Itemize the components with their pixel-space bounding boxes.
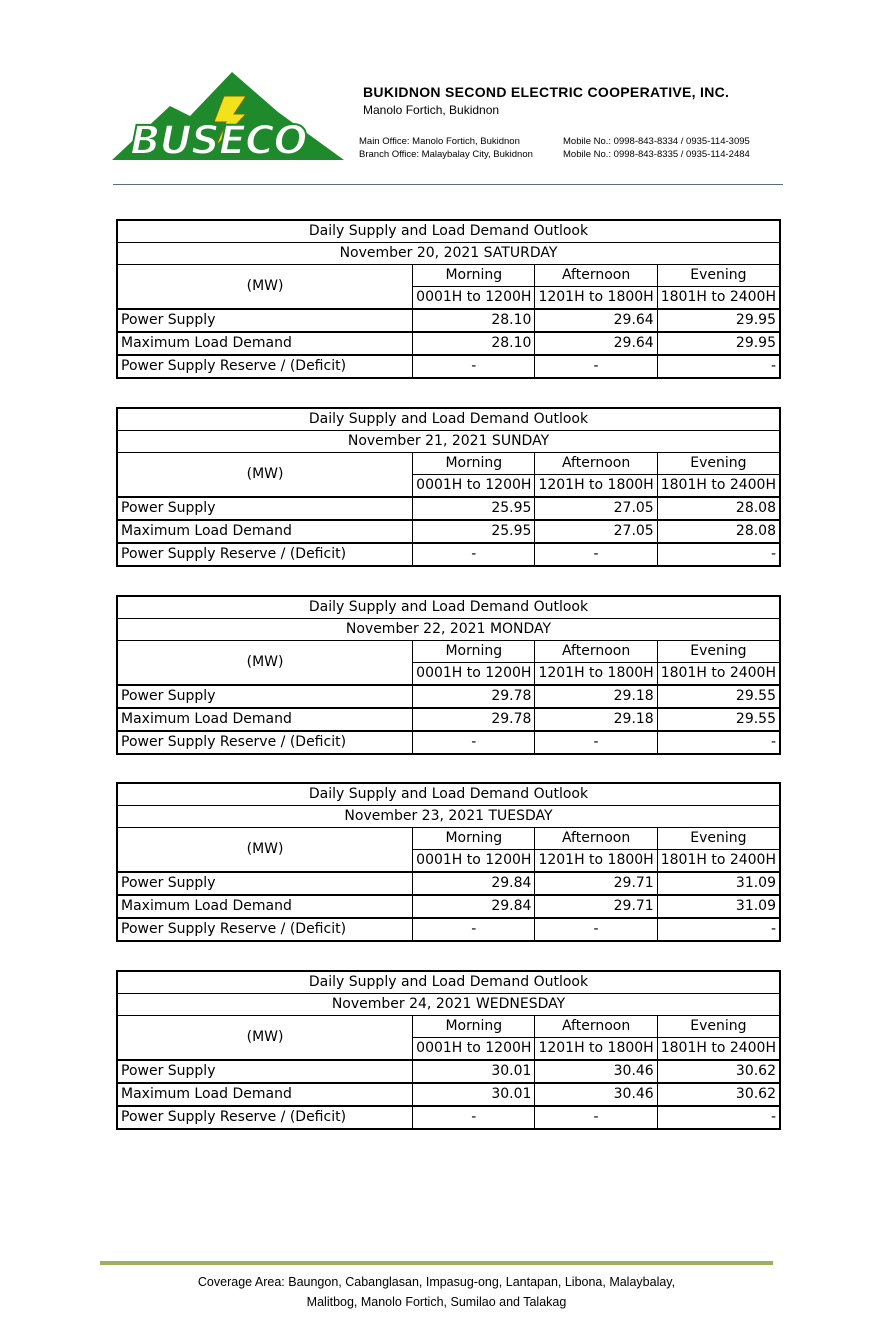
table-row — [117, 895, 780, 918]
coverage-line-1: Coverage Area: Baungon, Cabanglasan, Impasug-ong, Lantapan, Libona, Malaybalay, — [197, 1275, 676, 1289]
organization-name: BUKIDNON SECOND ELECTRIC COOPERATIVE, INC. — [363, 84, 730, 100]
range-morning: 0001H to 1200H — [413, 475, 535, 498]
table-row — [117, 708, 780, 731]
outlook-table — [116, 782, 781, 942]
reserve-evening: - — [657, 918, 780, 941]
reserve-label: Power Supply Reserve / (Deficit) — [117, 1106, 413, 1129]
supply-evening: 29.55 — [657, 685, 780, 708]
unit-label: (MW) — [117, 641, 413, 686]
table-row — [117, 332, 780, 355]
table-title: Daily Supply and Load Demand Outlook — [117, 408, 780, 431]
supply-evening: 31.09 — [657, 872, 780, 895]
main-mobile: Mobile No.: 0998-843-8334 / 0935-114-3095 — [563, 136, 750, 147]
supply-afternoon: 29.18 — [535, 685, 657, 708]
table-date: November 24, 2021 WEDNESDAY — [117, 994, 780, 1016]
demand-morning: 28.10 — [413, 332, 535, 355]
main-office: Main Office: Manolo Fortich, Bukidnon — [359, 136, 520, 147]
supply-evening: 29.95 — [657, 309, 780, 332]
reserve-afternoon: - — [535, 355, 657, 378]
demand-evening: 30.62 — [657, 1083, 780, 1106]
date-row — [117, 619, 780, 641]
supply-afternoon: 29.64 — [535, 309, 657, 332]
table-title: Daily Supply and Load Demand Outlook — [117, 783, 780, 806]
reserve-evening: - — [657, 355, 780, 378]
header-morning: Morning — [413, 265, 535, 287]
table-date: November 20, 2021 SATURDAY — [117, 243, 780, 265]
demand-afternoon: 27.05 — [535, 520, 657, 543]
table-date: November 21, 2021 SUNDAY — [117, 431, 780, 453]
range-morning: 0001H to 1200H — [413, 850, 535, 873]
header-morning: Morning — [413, 1016, 535, 1038]
table-row — [117, 731, 780, 754]
branch-mobile: Mobile No.: 0998-843-8335 / 0935-114-2484 — [563, 149, 750, 160]
reserve-label: Power Supply Reserve / (Deficit) — [117, 918, 413, 941]
header-afternoon: Afternoon — [535, 641, 657, 663]
title-row — [117, 783, 780, 806]
outlook-table — [116, 407, 781, 567]
period-row — [117, 1016, 780, 1038]
header-afternoon: Afternoon — [535, 1016, 657, 1038]
office-addresses — [359, 135, 533, 161]
power-supply-label: Power Supply — [117, 685, 413, 708]
header-evening: Evening — [657, 453, 780, 475]
demand-morning: 29.78 — [413, 708, 535, 731]
range-morning: 0001H to 1200H — [413, 1038, 535, 1061]
demand-evening: 28.08 — [657, 520, 780, 543]
footer-divider — [100, 1261, 773, 1265]
reserve-evening: - — [657, 731, 780, 754]
power-supply-label: Power Supply — [117, 497, 413, 520]
header-afternoon: Afternoon — [535, 828, 657, 850]
date-row — [117, 243, 780, 265]
header-afternoon: Afternoon — [535, 453, 657, 475]
power-supply-label: Power Supply — [117, 309, 413, 332]
header-evening: Evening — [657, 265, 780, 287]
table-row — [117, 872, 780, 895]
supply-morning: 30.01 — [413, 1060, 535, 1083]
header-morning: Morning — [413, 453, 535, 475]
header-evening: Evening — [657, 1016, 780, 1038]
reserve-evening: - — [657, 543, 780, 566]
reserve-label: Power Supply Reserve / (Deficit) — [117, 543, 413, 566]
demand-evening: 31.09 — [657, 895, 780, 918]
max-load-label: Maximum Load Demand — [117, 332, 413, 355]
coverage-line-2: Malitbog, Manolo Fortich, Sumilao and Talakag — [306, 1295, 567, 1309]
table-row — [117, 309, 780, 332]
outlook-table — [116, 595, 781, 755]
supply-morning: 29.84 — [413, 872, 535, 895]
demand-evening: 29.95 — [657, 332, 780, 355]
reserve-morning: - — [413, 731, 535, 754]
table-row — [117, 918, 780, 941]
date-row — [117, 994, 780, 1016]
reserve-afternoon: - — [535, 1106, 657, 1129]
reserve-morning: - — [413, 1106, 535, 1129]
range-evening: 1801H to 2400H — [657, 287, 780, 310]
max-load-label: Maximum Load Demand — [117, 708, 413, 731]
demand-morning: 25.95 — [413, 520, 535, 543]
supply-afternoon: 27.05 — [535, 497, 657, 520]
reserve-afternoon: - — [535, 731, 657, 754]
reserve-morning: - — [413, 543, 535, 566]
max-load-label: Maximum Load Demand — [117, 520, 413, 543]
reserve-morning: - — [413, 355, 535, 378]
power-supply-label: Power Supply — [117, 872, 413, 895]
table-date: November 23, 2021 TUESDAY — [117, 806, 780, 828]
supply-morning: 29.78 — [413, 685, 535, 708]
title-row — [117, 408, 780, 431]
title-row — [117, 220, 780, 243]
period-row — [117, 828, 780, 850]
unit-label: (MW) — [117, 1016, 413, 1061]
table-row — [117, 497, 780, 520]
range-afternoon: 1201H to 1800H — [535, 475, 657, 498]
header-divider — [113, 184, 783, 185]
header-evening: Evening — [657, 828, 780, 850]
range-afternoon: 1201H to 1800H — [535, 1038, 657, 1061]
max-load-label: Maximum Load Demand — [117, 895, 413, 918]
demand-morning: 30.01 — [413, 1083, 535, 1106]
letterhead — [0, 0, 873, 200]
reserve-label: Power Supply Reserve / (Deficit) — [117, 731, 413, 754]
outlook-table — [116, 970, 781, 1130]
reserve-morning: - — [413, 918, 535, 941]
range-evening: 1801H to 2400H — [657, 1038, 780, 1061]
range-evening: 1801H to 2400H — [657, 475, 780, 498]
header-evening: Evening — [657, 641, 780, 663]
demand-afternoon: 30.46 — [535, 1083, 657, 1106]
demand-afternoon: 29.71 — [535, 895, 657, 918]
reserve-afternoon: - — [535, 543, 657, 566]
power-supply-label: Power Supply — [117, 1060, 413, 1083]
supply-afternoon: 29.71 — [535, 872, 657, 895]
demand-afternoon: 29.18 — [535, 708, 657, 731]
table-title: Daily Supply and Load Demand Outlook — [117, 596, 780, 619]
table-row — [117, 685, 780, 708]
max-load-label: Maximum Load Demand — [117, 1083, 413, 1106]
reserve-afternoon: - — [535, 918, 657, 941]
reserve-label: Power Supply Reserve / (Deficit) — [117, 355, 413, 378]
title-row — [117, 596, 780, 619]
table-row — [117, 543, 780, 566]
supply-morning: 28.10 — [413, 309, 535, 332]
table-row — [117, 1106, 780, 1129]
range-afternoon: 1201H to 1800H — [535, 850, 657, 873]
table-title: Daily Supply and Load Demand Outlook — [117, 220, 780, 243]
range-afternoon: 1201H to 1800H — [535, 287, 657, 310]
supply-evening: 28.08 — [657, 497, 780, 520]
period-row — [117, 265, 780, 287]
table-row — [117, 520, 780, 543]
unit-label: (MW) — [117, 453, 413, 498]
outlook-table — [116, 219, 781, 379]
table-row — [117, 1083, 780, 1106]
header-morning: Morning — [413, 828, 535, 850]
supply-afternoon: 30.46 — [535, 1060, 657, 1083]
header-afternoon: Afternoon — [535, 265, 657, 287]
table-date: November 22, 2021 MONDAY — [117, 619, 780, 641]
range-morning: 0001H to 1200H — [413, 287, 535, 310]
period-row — [117, 453, 780, 475]
demand-evening: 29.55 — [657, 708, 780, 731]
header-morning: Morning — [413, 641, 535, 663]
range-evening: 1801H to 2400H — [657, 663, 780, 686]
title-row — [117, 971, 780, 994]
period-row — [117, 641, 780, 663]
reserve-evening: - — [657, 1106, 780, 1129]
unit-label: (MW) — [117, 265, 413, 310]
range-evening: 1801H to 2400H — [657, 850, 780, 873]
unit-label: (MW) — [117, 828, 413, 873]
demand-afternoon: 29.64 — [535, 332, 657, 355]
organization-address: Manolo Fortich, Bukidnon — [363, 103, 500, 117]
supply-morning: 25.95 — [413, 497, 535, 520]
svg-text:BUSECO: BUSECO — [130, 118, 307, 164]
range-afternoon: 1201H to 1800H — [535, 663, 657, 686]
branch-office: Branch Office: Malaybalay City, Bukidnon — [359, 149, 533, 160]
table-title: Daily Supply and Load Demand Outlook — [117, 971, 780, 994]
date-row — [117, 431, 780, 453]
table-row — [117, 355, 780, 378]
coverage-area — [100, 1272, 773, 1312]
buseco-logo — [112, 68, 344, 164]
supply-evening: 30.62 — [657, 1060, 780, 1083]
range-morning: 0001H to 1200H — [413, 663, 535, 686]
mobile-numbers — [563, 135, 750, 161]
date-row — [117, 806, 780, 828]
table-row — [117, 1060, 780, 1083]
demand-morning: 29.84 — [413, 895, 535, 918]
